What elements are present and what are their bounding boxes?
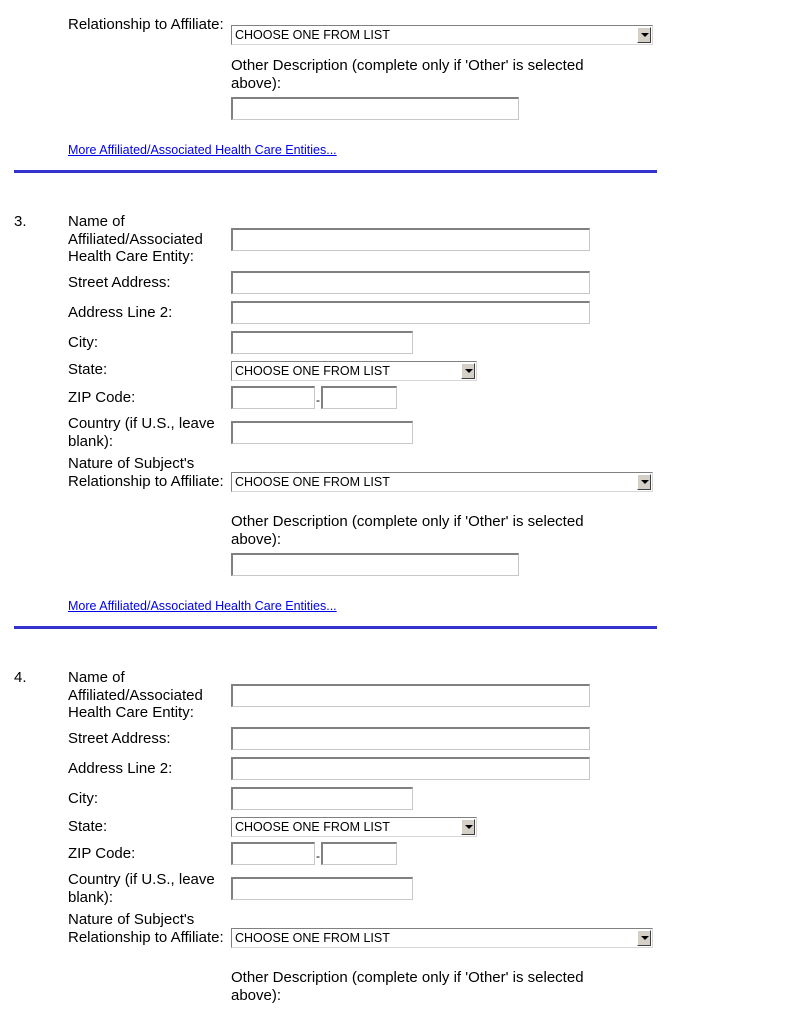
entity-name-input-section-3[interactable]: [231, 228, 590, 251]
address2-input-section-4[interactable]: [231, 757, 590, 780]
city-label-section-4: City:: [68, 790, 98, 807]
relationship-select-value: CHOOSE ONE FROM LIST: [235, 28, 390, 42]
chevron-down-icon[interactable]: [461, 363, 475, 379]
entity-name-label-section-4: Name of Affiliated/Associated Health Care Entity:: [68, 669, 203, 721]
chevron-down-icon[interactable]: [637, 930, 651, 946]
section-divider: [14, 626, 657, 629]
section-number-4: 4.: [14, 669, 27, 686]
section-number-3: 3.: [14, 213, 27, 230]
state-label-section-3: State:: [68, 361, 108, 378]
nature-label-section-3: Nature of Subject's Relationship to Affiliate:: [68, 455, 224, 490]
entity-name-label-section-3: Name of Affiliated/Associated Health Care Entity:: [68, 213, 203, 265]
zip-input-section-3[interactable]: [231, 386, 315, 409]
nature-select-value: CHOOSE ONE FROM LIST: [235, 475, 390, 489]
nature-select-section-3[interactable]: [231, 472, 653, 492]
other-description-label-section-2: Other Description (complete only if 'Other' is selected above):: [231, 57, 584, 92]
nature-select-section-4[interactable]: [231, 928, 653, 948]
zip-label-section-3: ZIP Code:: [68, 389, 136, 406]
state-select-section-3[interactable]: [231, 361, 477, 381]
chevron-down-icon[interactable]: [637, 27, 651, 43]
zip-ext-input-section-3[interactable]: [321, 386, 397, 409]
city-label-section-3: City:: [68, 334, 98, 351]
zip-dash: -: [316, 393, 320, 407]
zip-input-section-4[interactable]: [231, 842, 315, 865]
zip-label-section-4: ZIP Code:: [68, 845, 136, 862]
city-input-section-3[interactable]: [231, 331, 413, 354]
state-select-value: CHOOSE ONE FROM LIST: [235, 820, 390, 834]
street-input-section-4[interactable]: [231, 727, 590, 750]
other-description-input-section-3[interactable]: [231, 553, 519, 576]
address2-input-section-3[interactable]: [231, 301, 590, 324]
address2-label-section-4: Address Line 2:: [68, 760, 173, 777]
address2-label-section-3: Address Line 2:: [68, 304, 173, 321]
country-label-section-4: Country (if U.S., leave blank):: [68, 871, 215, 906]
street-label-section-3: Street Address:: [68, 274, 171, 291]
zip-dash: -: [316, 849, 320, 863]
state-select-section-4[interactable]: [231, 817, 477, 837]
street-input-section-3[interactable]: [231, 271, 590, 294]
country-input-section-4[interactable]: [231, 877, 413, 900]
street-label-section-4: Street Address:: [68, 730, 171, 747]
nature-select-value: CHOOSE ONE FROM LIST: [235, 931, 390, 945]
other-description-input-section-2[interactable]: [231, 97, 519, 120]
state-select-value: CHOOSE ONE FROM LIST: [235, 364, 390, 378]
nature-label-section-4: Nature of Subject's Relationship to Affiliate:: [68, 911, 224, 946]
zip-ext-input-section-4[interactable]: [321, 842, 397, 865]
chevron-down-icon[interactable]: [637, 474, 651, 490]
country-input-section-3[interactable]: [231, 421, 413, 444]
more-entities-link-section-3[interactable]: More Affiliated/Associated Health Care Entities...: [68, 599, 337, 613]
entity-name-input-section-4[interactable]: [231, 684, 590, 707]
state-label-section-4: State:: [68, 818, 108, 835]
relationship-select-section-2[interactable]: [231, 25, 653, 45]
city-input-section-4[interactable]: [231, 787, 413, 810]
chevron-down-icon[interactable]: [461, 819, 475, 835]
relationship-label-section-2: Relationship to Affiliate:: [68, 16, 224, 33]
section-divider: [14, 170, 657, 173]
country-label-section-3: Country (if U.S., leave blank):: [68, 415, 215, 450]
other-description-label-section-4: Other Description (complete only if 'Other' is selected above):: [231, 969, 584, 1004]
more-entities-link-section-2[interactable]: More Affiliated/Associated Health Care Entities...: [68, 143, 337, 157]
other-description-label-section-3: Other Description (complete only if 'Other' is selected above):: [231, 513, 584, 548]
